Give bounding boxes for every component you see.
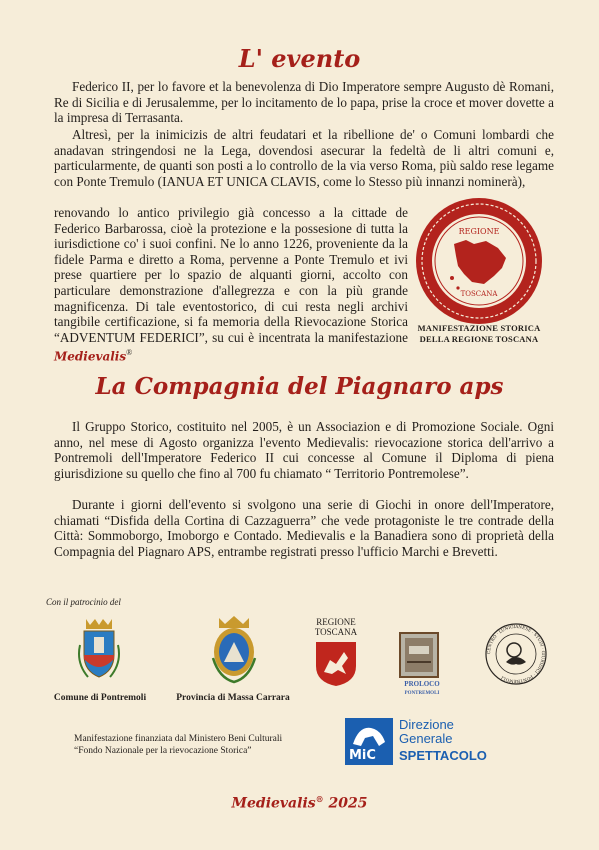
paragraph-history-top-text: Altresì, per la inimicizis de altri feudatari et la ribellione de' o Comuni lombardi che anadavan stringendosi ne la Lega, dovendosi asecurar la fedeltà de li altri comuni e, particularmente, de quanti son posti a lo controllo de la via verso Roma, più saldo rese legame con Ponte Tremulo (IANUA ET UNICA CLAVIS, come lo Stesso più innanzi nominerà),: [54, 127, 554, 189]
mic-direzione-line1: Direzione: [399, 717, 454, 732]
paragraph-intro: [54, 79, 554, 126]
brand-inline-mark: ®: [126, 348, 133, 358]
section-title-evento: L' evento: [238, 44, 361, 73]
seal-text-bottom: TOSCANA: [460, 290, 498, 298]
comune-caption: Comune di Pontremoli: [53, 693, 147, 703]
centro-seal-text: CENTRO · LUNIGIANESE · STUDI · GIURIDICI · PONTREMOLI: [485, 623, 547, 685]
centro-studi-giuridici-seal: [484, 622, 548, 686]
provincia-caption: Provincia di Massa Carrara: [176, 693, 290, 703]
seal-caption-line1: MANIFESTAZIONE STORICA: [417, 323, 541, 333]
mic-logo: [345, 718, 495, 765]
seal-caption: [400, 323, 558, 345]
paragraph-giochi: [54, 497, 554, 559]
funding-line1: Manifestazione finanziata dal Ministero Beni Culturali: [74, 734, 283, 744]
footer-brand: [0, 794, 599, 812]
mic-logo-block: [345, 718, 393, 765]
funding-note: [74, 733, 282, 757]
regione-logo-line1: REGIONE: [316, 617, 356, 627]
paragraph-gruppo: [54, 419, 554, 481]
paragraph-history-top: [54, 127, 554, 189]
mic-direzione-line2: Generale: [399, 731, 453, 746]
patronage-label: Con il patrocinio del: [46, 597, 121, 607]
brand-inline: Medievalis: [54, 349, 127, 364]
proloco-logo: [399, 632, 439, 678]
proloco-caption-main: PROLOCO: [404, 680, 440, 688]
mic-label: MiC: [349, 748, 376, 763]
regione-logo-line2: TOSCANA: [314, 627, 358, 637]
paragraph-gruppo-text: Il Gruppo Storico, costituito nel 2005, è un Associazion e di Promozione Sociale. Ogni anno, nel mese di Agosto organizza l'evento Medievalis: rievocazione storica dell'arrivo a Pontremoli dell'Imperatore Federico II cui concesse al Comune il Diploma di piena giurisdizione su quello che fino al 700 fu chiamato “ Territorio Pontremolese”.: [54, 419, 554, 481]
mic-emblem-icon: [349, 722, 389, 750]
paragraph-history-bottom: [54, 205, 408, 365]
paragraph-giochi-text: Durante i giorni dell'evento si svolgono una serie di Giochi in onore dell'Imperatore, chiamati “Disfida della Cortina di Cazzaguerra” che vede protagoniste le tre contrade della Città: Sommoborgo, Imoborgo e Contado. Medievalis e la Banadiera sono di proprietà della Compagnia del Piagnaro APS, entrambe registrati presso l'ufficio Marchi e Brevetti.: [54, 497, 554, 559]
regione-logo-text: [308, 617, 364, 637]
provincia-massa-carrara-crest: [205, 612, 263, 687]
paragraph-intro-text: Federico II, per lo favore et la benevolenza di Dio Imperatore sempre Augusto dè Romani, Re di Sicilia e di Jerusalemme, per lo incitamento de lo papa, prise la croce et mover dovette a la impresa di Terrasanta.: [54, 79, 554, 126]
proloco-caption: [392, 680, 452, 698]
comune-pontremoli-crest: [76, 615, 122, 687]
funding-line2: “Fondo Nazionale per la rievocazione Storica”: [74, 746, 252, 756]
seal-text-top: REGIONE: [458, 227, 500, 236]
paragraph-history-bottom-text: renovando lo antico privilegio già concesso a la cittade de Federico Barbarossa, cioè la protezione e la possesione di tutta la iurisdictione co' i suoi confini. Ne lo anno 1226, proveniente da la fidele Parma e diretto a Roma, pervenne a Ponte Tremulo et ivi prese quartiere per lo spazio de alquanti giorni, accolto con particulare demonstrazione d'allegrezza e con la più grande magnificenza. Di tale eventostorico, di cui resta negli archivi tangibile certificazione, si fa memoria della Rievocazione Storica “ADVENTUM FEDERICI”, su cui è incentrata la manifestazione: [54, 205, 408, 345]
section-title-compagnia: La Compagnia del Piagnaro aps: [95, 373, 504, 400]
footer-year: 2025: [328, 795, 368, 812]
pegaso-shield-icon: [314, 640, 358, 688]
footer-brand-name: Medievalis: [231, 795, 316, 812]
footer-brand-mark: ®: [315, 794, 324, 804]
regione-toscana-seal: [414, 196, 544, 326]
seal-caption-line2: DELLA REGIONE TOSCANA: [419, 334, 539, 344]
mic-direzione: [399, 718, 487, 763]
mic-direzione-line3: SPETTACOLO: [399, 748, 487, 763]
proloco-caption-sub: PONTREMOLI: [404, 691, 440, 696]
